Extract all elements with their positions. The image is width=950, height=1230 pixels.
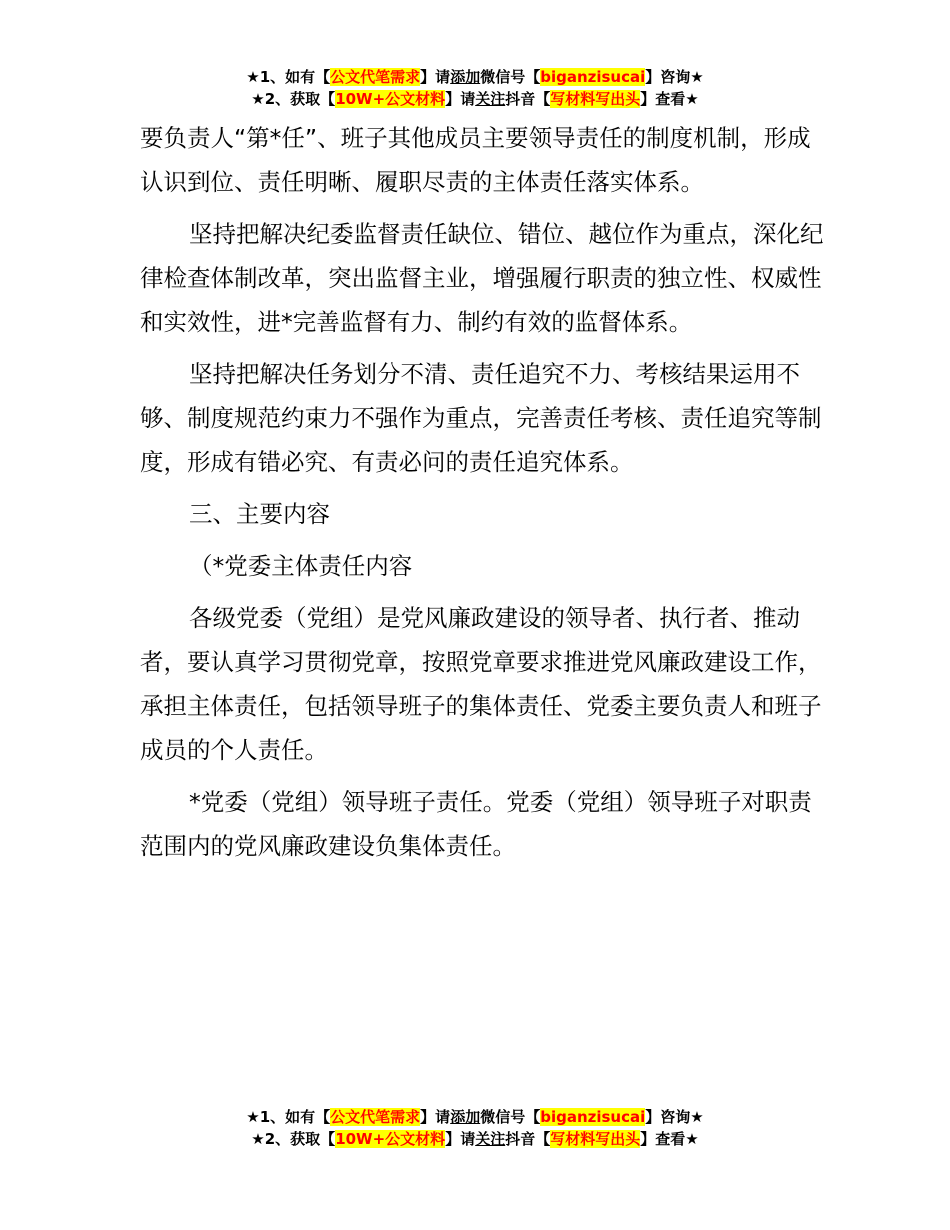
banner-line-2 (0, 88, 950, 110)
banner-text: 】请 (445, 90, 476, 108)
subsection-heading: （*党委主体责任内容 (189, 552, 413, 580)
banner-highlight: 写材料写出头 (550, 1130, 641, 1148)
banner-highlight: 10W+公文材料 (335, 90, 446, 108)
footer-banner (0, 1106, 950, 1150)
banner-text: 抖音【 (505, 1130, 551, 1148)
banner-text: ★1、如有【 (246, 1108, 331, 1126)
banner-text: 】请 (420, 68, 451, 86)
header-banner (0, 66, 950, 110)
banner-text: 】请 (420, 1108, 451, 1126)
banner-highlight: biganzisucai (540, 68, 646, 86)
paragraph: *党委（党组）领导班子责任。党委（党组）领导班子对职责范围内的党风廉政建设负集体责任。 (140, 788, 812, 860)
banner-highlight: 公文代笔需求 (330, 68, 421, 86)
banner-highlight: 写材料写出头 (550, 90, 641, 108)
banner-underlined-text: 关注 (475, 1130, 506, 1148)
banner-text: 】请 (445, 1130, 476, 1148)
banner-text: 】咨询★ (645, 68, 704, 86)
banner-underlined-text: 添加 (450, 1108, 481, 1126)
document-body (140, 116, 830, 876)
banner-text: 微信号【 (480, 1108, 541, 1126)
paragraph: 坚持把解决纪委监督责任缺位、错位、越位作为重点，深化纪律检查体制改革，突出监督主业，增强履行职责的独立性、权威性和实效性，进*完善监督有力、制约有效的监督体系。 (140, 220, 824, 336)
banner-highlight: biganzisucai (540, 1108, 646, 1126)
banner-text: 抖音【 (505, 90, 551, 108)
banner-text: ★2、获取【 (251, 1130, 336, 1148)
banner-highlight: 10W+公文材料 (335, 1130, 446, 1148)
banner-line-1 (0, 1106, 950, 1128)
banner-text: 】查看★ (640, 90, 699, 108)
paragraph: 坚持把解决任务划分不清、责任追究不力、考核结果运用不够、制度规范约束力不强作为重点，完善责任考核、责任追究等制度，形成有错必究、有责必问的责任追究体系。 (140, 360, 822, 476)
banner-text: 】咨询★ (645, 1108, 704, 1126)
banner-text: ★1、如有【 (246, 68, 331, 86)
banner-text: 】查看★ (640, 1130, 699, 1148)
banner-underlined-text: 关注 (475, 90, 506, 108)
banner-line-2 (0, 1128, 950, 1150)
banner-underlined-text: 添加 (450, 68, 481, 86)
banner-text: 微信号【 (480, 68, 541, 86)
section-heading: 三、主要内容 (189, 500, 330, 528)
banner-highlight: 公文代笔需求 (330, 1108, 421, 1126)
paragraph: 要负责人“第*任”、班子其他成员主要领导责任的制度机制，形成认识到位、责任明晰、履职尽责的主体责任落实体系。 (140, 124, 811, 196)
banner-line-1 (0, 66, 950, 88)
paragraph: 各级党委（党组）是党风廉政建设的领导者、执行者、推动者，要认真学习贯彻党章，按照党章要求推进党风廉政建设工作，承担主体责任，包括领导班子的集体责任、党委主要负责人和班子成员的个人责任。 (140, 604, 822, 764)
banner-text: ★2、获取【 (251, 90, 336, 108)
